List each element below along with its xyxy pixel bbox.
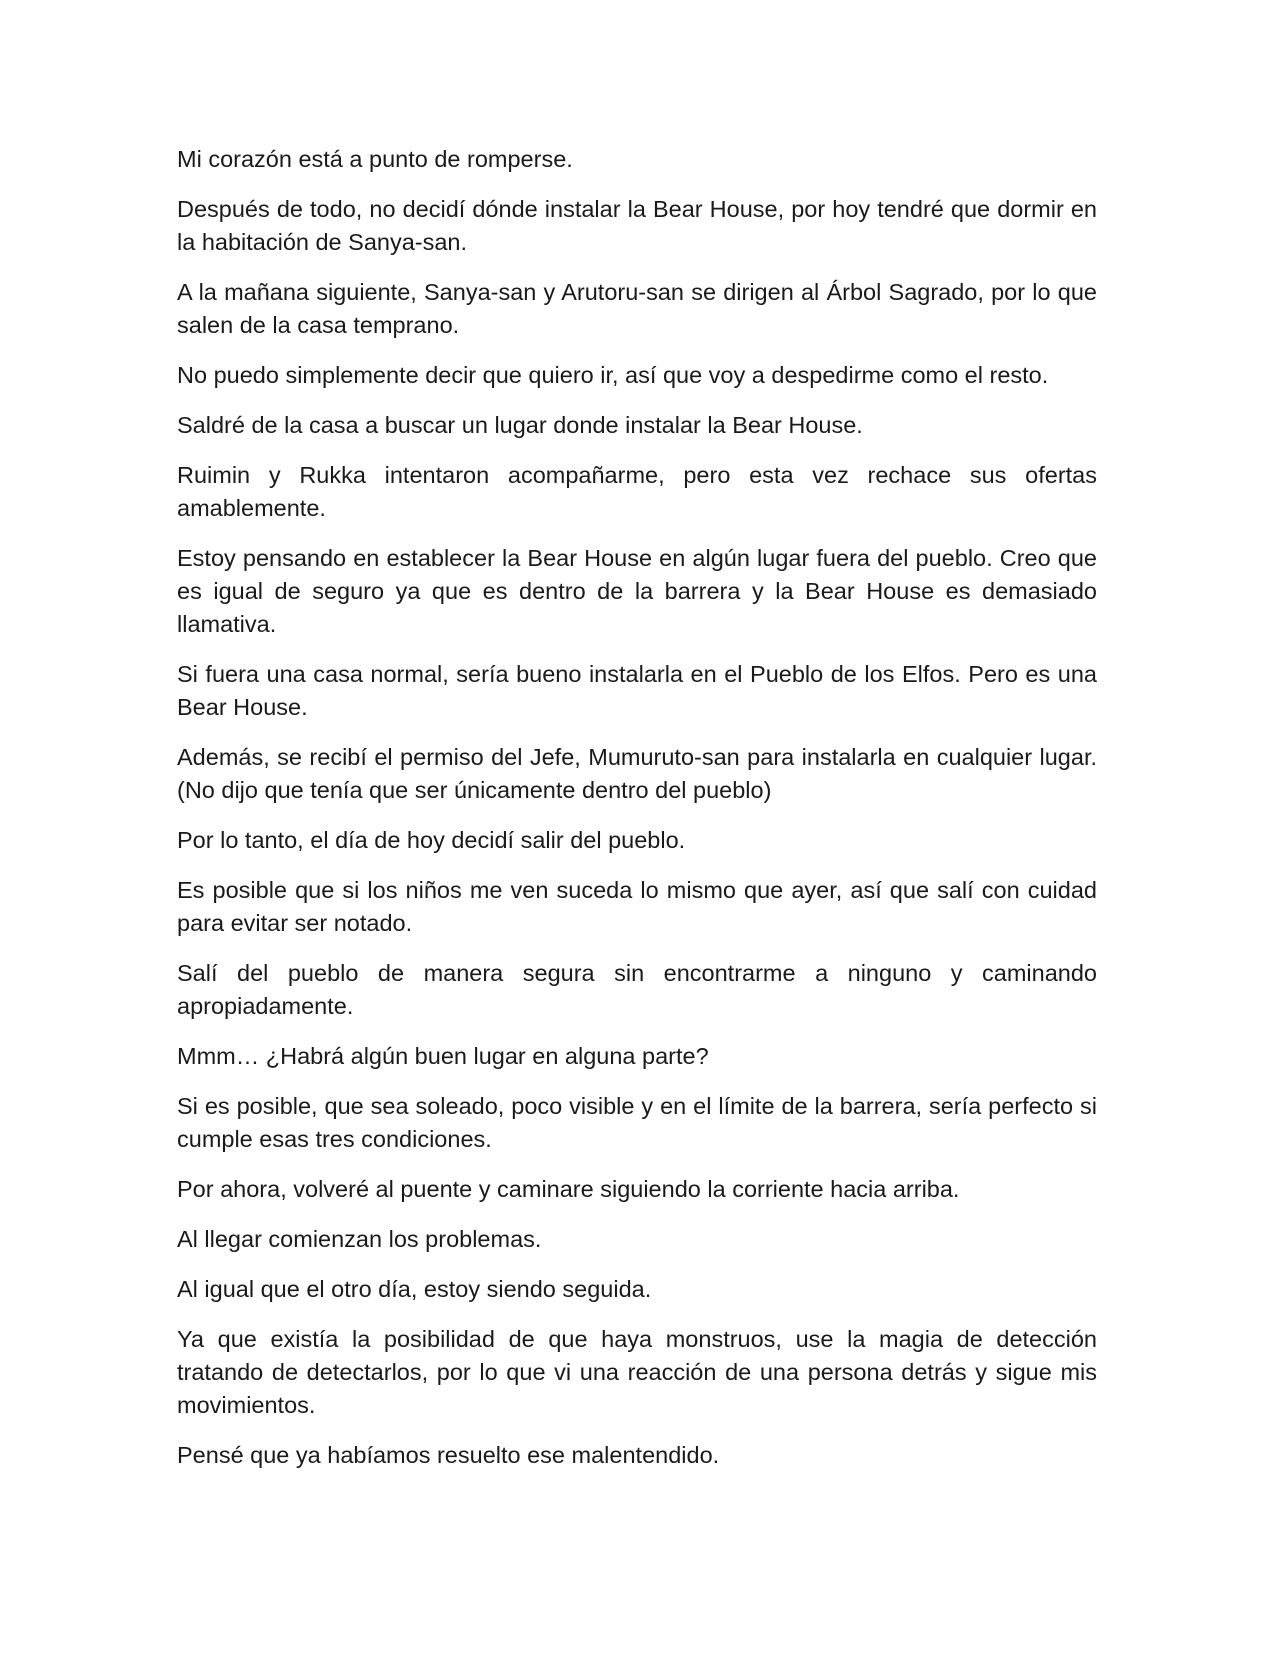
paragraph: Al igual que el otro día, estoy siendo seguida. bbox=[177, 1276, 652, 1302]
body-text bbox=[177, 143, 1097, 1489]
paragraph: Por lo tanto, el día de hoy decidí salir del pueblo. bbox=[177, 827, 686, 853]
paragraph: Saldré de la casa a buscar un lugar donde instalar la Bear House. bbox=[177, 412, 863, 438]
paragraph: Al llegar comienzan los problemas. bbox=[177, 1226, 542, 1252]
paragraph: Ya que existía la posibilidad de que haya monstruos, use la magia de detección tratando de detectarlos, por lo que vi una reacción de una persona detrás y sigue mis movimientos. bbox=[177, 1326, 1097, 1418]
paragraph: Es posible que si los niños me ven suceda lo mismo que ayer, así que salí con cuidad para evitar ser notado. bbox=[177, 877, 1097, 936]
paragraph: Si fuera una casa normal, sería bueno instalarla en el Pueblo de los Elfos. Pero es una Bear House. bbox=[177, 661, 1097, 720]
paragraph: Estoy pensando en establecer la Bear House en algún lugar fuera del pueblo. Creo que es igual de seguro ya que es dentro de la barrera y la Bear House es demasiado llamativa. bbox=[177, 545, 1097, 637]
paragraph: Mmm… ¿Habrá algún buen lugar en alguna parte? bbox=[177, 1043, 709, 1069]
paragraph: Ruimin y Rukka intentaron acompañarme, pero esta vez rechace sus ofertas amablemente. bbox=[177, 462, 1097, 521]
paragraph: Mi corazón está a punto de romperse. bbox=[177, 146, 573, 172]
paragraph: Pensé que ya habíamos resuelto ese malentendido. bbox=[177, 1442, 720, 1468]
paragraph: Si es posible, que sea soleado, poco visible y en el límite de la barrera, sería perfecto si cumple esas tres condiciones. bbox=[177, 1093, 1097, 1152]
paragraph: No puedo simplemente decir que quiero ir, así que voy a despedirme como el resto. bbox=[177, 362, 1049, 388]
paragraph: Por ahora, volveré al puente y caminare siguiendo la corriente hacia arriba. bbox=[177, 1176, 960, 1202]
paragraph: Después de todo, no decidí dónde instalar la Bear House, por hoy tendré que dormir en la habitación de Sanya-san. bbox=[177, 196, 1097, 255]
paragraph: A la mañana siguiente, Sanya-san y Arutoru-san se dirigen al Árbol Sagrado, por lo que salen de la casa temprano. bbox=[177, 279, 1097, 338]
paragraph: Además, se recibí el permiso del Jefe, Mumuruto-san para instalarla en cualquier lugar. (No dijo que tenía que ser únicamente dentro del pueblo) bbox=[177, 744, 1097, 803]
paragraph: Salí del pueblo de manera segura sin encontrarme a ninguno y caminando apropiadamente. bbox=[177, 960, 1097, 1019]
